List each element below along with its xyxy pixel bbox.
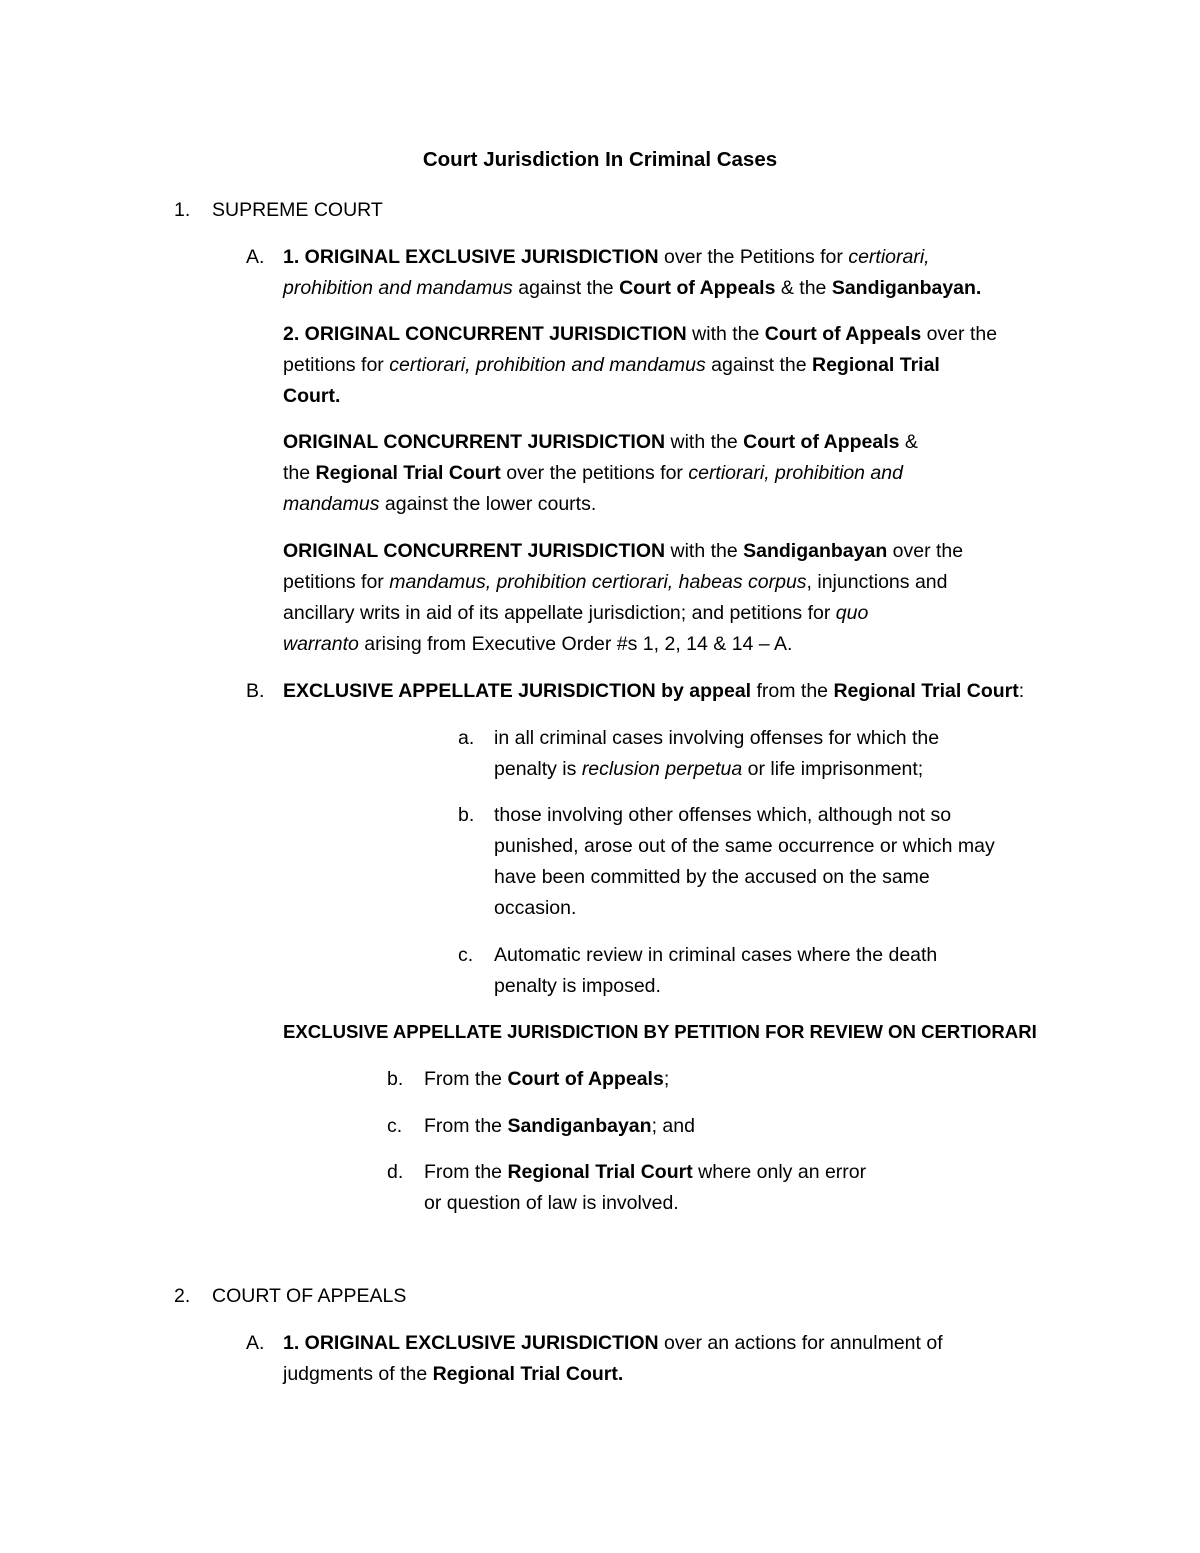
text-run: or life imprisonment; (742, 758, 924, 780)
text-run: petitions for (283, 571, 390, 593)
text-run: From the (424, 1115, 508, 1137)
text-run: , injunctions and (806, 571, 948, 593)
bold-term: Regional Trial Court (833, 680, 1019, 702)
text-run: from the (751, 680, 834, 702)
section-title: SUPREME COURT (212, 199, 383, 221)
text-run: with the (665, 540, 744, 562)
text-run: with the (665, 431, 744, 453)
italic-term: mandamus (283, 493, 380, 515)
paragraph-line (283, 570, 947, 594)
section-number: 2. (174, 1285, 191, 1307)
list-label: d. (387, 1161, 404, 1183)
section-title: COURT OF APPEALS (212, 1285, 407, 1307)
paragraph-line (283, 384, 340, 408)
paragraph-line (283, 632, 792, 656)
bold-term: Sandiganbayan. (831, 277, 982, 299)
italic-term: certiorari, (848, 246, 930, 268)
list-item-line (494, 757, 923, 781)
list-item-line: or question of law is involved. (424, 1192, 679, 1214)
bold-term: 1. ORIGINAL EXCLUSIVE JURISDICTION (283, 246, 659, 268)
list-item-line: punished, arose out of the same occurrence or which may (494, 835, 995, 857)
bold-term: Court of Appeals (619, 277, 776, 299)
text-run: with the (686, 323, 765, 345)
list-label: c. (387, 1115, 403, 1137)
paragraph-line (283, 430, 918, 454)
italic-term: mandamus, prohibition certiorari, habeas corpus (389, 571, 807, 593)
bold-term: Sandiganbayan (507, 1115, 652, 1137)
paragraph-line (283, 1331, 943, 1355)
text-run: against the (512, 277, 620, 299)
paragraph-line (283, 276, 981, 300)
text-run: ; (663, 1068, 670, 1090)
italic-term: warranto (283, 633, 359, 655)
text-run: From the (424, 1161, 508, 1183)
paragraph-line (283, 353, 940, 377)
text-run: against the (705, 354, 812, 376)
text-run: petitions for (283, 354, 390, 376)
text-run: Automatic review in criminal cases where the death (494, 944, 938, 966)
text-run: against the lower courts. (379, 493, 597, 515)
section-number: 1. (174, 199, 191, 221)
list-label: b. (458, 804, 475, 826)
paragraph-line (283, 461, 903, 485)
text-run: those involving other offenses which, although not so (494, 804, 952, 826)
italic-term: reclusion perpetua (581, 758, 743, 780)
text-run: over the Petitions for (658, 246, 849, 268)
paragraph-line (283, 322, 997, 346)
bold-term: 1. ORIGINAL EXCLUSIVE JURISDICTION (283, 1332, 659, 1354)
bold-term: Regional Trial (811, 354, 940, 376)
list-label: A. (246, 1332, 265, 1354)
text-run: : (1018, 680, 1025, 702)
bold-term: ORIGINAL CONCURRENT JURISDICTION (283, 431, 666, 453)
bold-term: Sandiganbayan (743, 540, 888, 562)
list-item-line: occasion. (494, 897, 577, 919)
list-label: a. (458, 727, 475, 749)
text-run: where only an error (692, 1161, 867, 1183)
bold-term: EXCLUSIVE APPELLATE JURISDICTION by appeal (283, 680, 752, 702)
text-run: over the (921, 323, 998, 345)
paragraph-line (283, 679, 1024, 703)
list-item-line: penalty is imposed. (494, 975, 661, 997)
petition-heading: EXCLUSIVE APPELLATE JURISDICTION BY PETITION FOR REVIEW ON CERTIORARI (283, 1021, 1037, 1042)
bold-term: Court of Appeals (507, 1068, 664, 1090)
bold-term: Court of Appeals (764, 323, 922, 345)
bold-term: ORIGINAL CONCURRENT JURISDICTION (283, 540, 666, 562)
italic-term: prohibition and mandamus (283, 277, 513, 299)
paragraph-line (283, 492, 596, 516)
paragraph-line (283, 601, 868, 625)
text-run: over the petitions for (500, 462, 689, 484)
text-run: & the (775, 277, 832, 299)
bold-term: Court. (283, 385, 341, 407)
list-label: b. (387, 1068, 404, 1090)
text-run: ancillary writs in aid of its appellate jurisdiction; and petitions for (283, 602, 836, 624)
list-item-line: have been committed by the accused on the same (494, 866, 930, 888)
text-run: penalty is (494, 758, 582, 780)
bold-term: Regional Trial Court. (432, 1363, 624, 1385)
list-label: c. (458, 944, 474, 966)
italic-term: certiorari, prohibition and mandamus (389, 354, 706, 376)
text-run: the (283, 462, 316, 484)
text-run: From the (424, 1068, 508, 1090)
paragraph-line (283, 245, 930, 269)
text-run: judgments of the (283, 1363, 433, 1385)
paragraph-line (283, 539, 963, 563)
text-run: in all criminal cases involving offenses for which the (494, 727, 940, 749)
bold-term: Regional Trial Court (315, 462, 501, 484)
text-run: arising from Executive Order #s 1, 2, 14 & 14 – A. (358, 633, 793, 655)
bold-term: Court of Appeals (743, 431, 900, 453)
list-label: B. (246, 680, 265, 702)
list-label: A. (246, 246, 265, 268)
bold-term: 2. ORIGINAL CONCURRENT JURISDICTION (283, 323, 687, 345)
bold-term: Regional Trial Court (507, 1161, 693, 1183)
text-run: over the (887, 540, 964, 562)
document-title: Court Jurisdiction In Criminal Cases (422, 148, 778, 171)
italic-term: quo (835, 602, 869, 624)
text-run: ; and (651, 1115, 695, 1137)
paragraph-line (283, 1362, 623, 1386)
italic-term: certiorari, prohibition and (688, 462, 903, 484)
text-run: over an actions for annulment of (658, 1332, 943, 1354)
text-run: & (899, 431, 918, 453)
